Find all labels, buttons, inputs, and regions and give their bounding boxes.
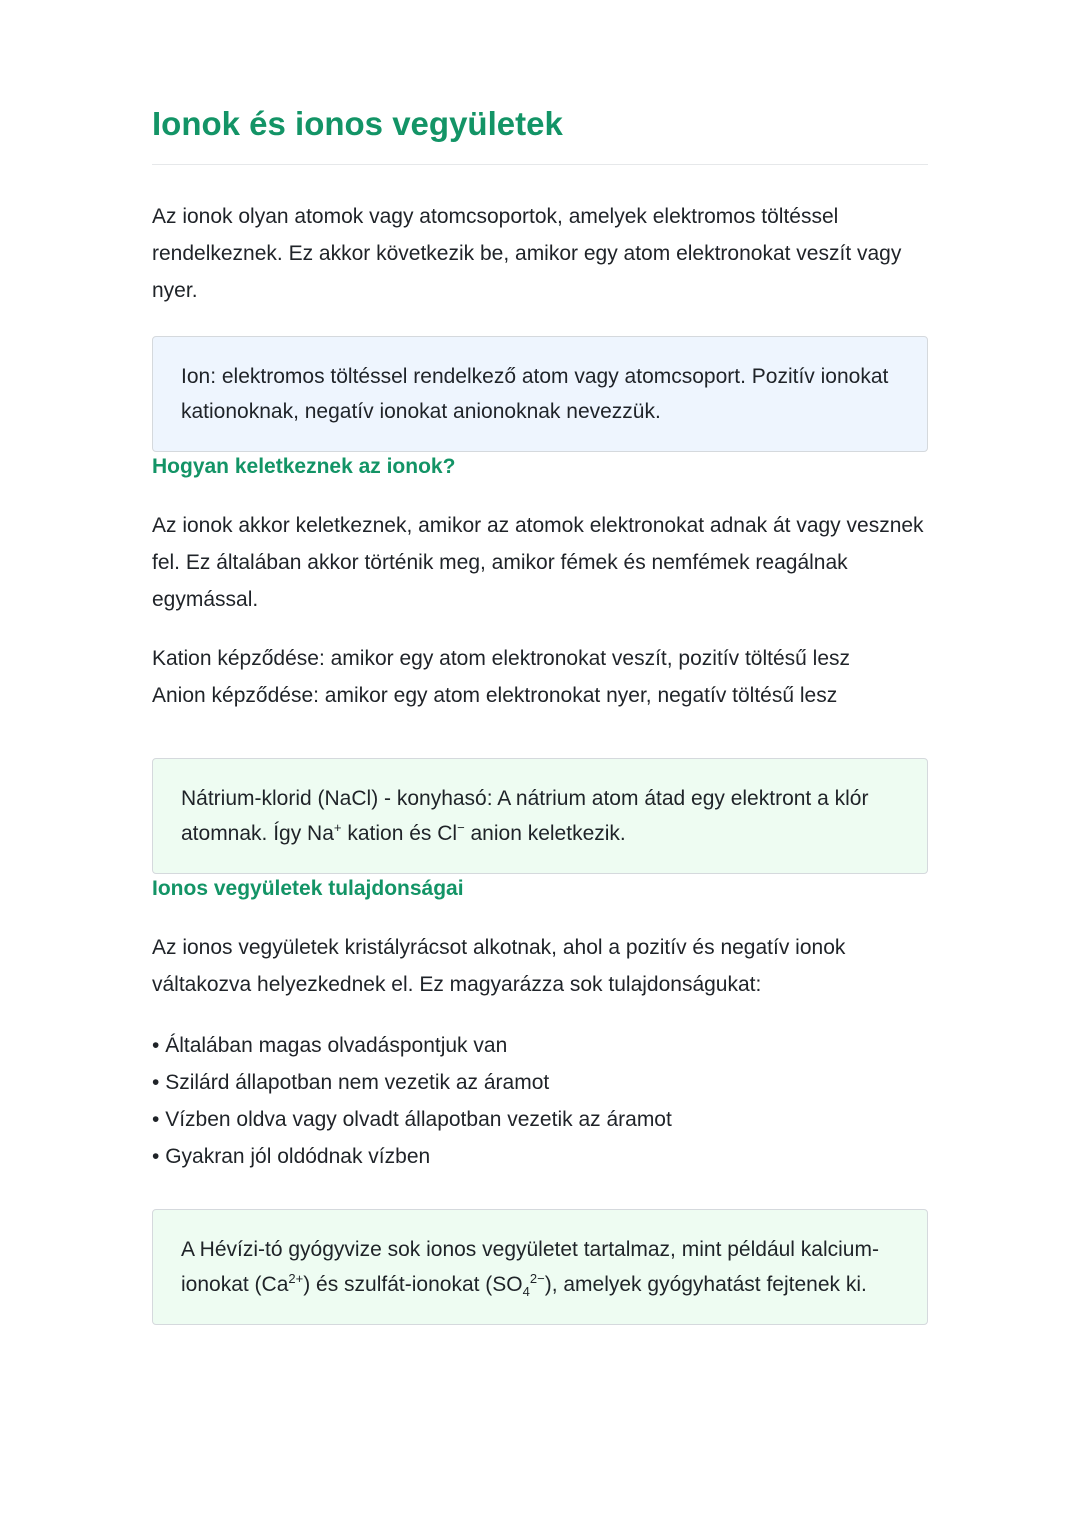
ca-charge: 2+: [288, 1271, 304, 1286]
section-heading-properties: Ionos vegyületek tulajdonságai: [152, 877, 464, 900]
ion-formation-paragraph: Az ionok akkor keletkeznek, amikor az atomok elektronokat adnak át vagy vesznek fel. Ez általában akkor történik meg, amikor fémek és nemfémek reagálnak egymással.: [152, 514, 924, 611]
heviz-text-2: ) és szulfát-ionokat (SO: [303, 1273, 523, 1296]
list-item: • Szilárd állapotban nem vezetik az áramot: [152, 1064, 928, 1101]
formation-lines: [152, 640, 928, 714]
list-item: • Gyakran jól oldódnak vízben: [152, 1138, 928, 1175]
definition-box: [152, 336, 928, 452]
so4-charge: 2−: [529, 1271, 545, 1286]
page-title: Ionok és ionos vegyületek: [152, 100, 928, 165]
definition-text: Ion: elektromos töltéssel rendelkező atom vagy atomcsoport. Pozitív ionokat kationoknak, negatív ionokat anionoknak nevezzük.: [181, 365, 889, 423]
nacl-text-1: Nátrium-klorid (NaCl) - konyhasó: A nátrium atom átad egy elektront a klór atomnak. Így Na: [181, 787, 869, 845]
section-heading-ion-formation: Hogyan keletkeznek az ionok?: [152, 455, 456, 478]
list-item: • Általában magas olvadáspontjuk van: [152, 1027, 928, 1064]
heviz-example-box: [152, 1209, 928, 1325]
cl-charge: −: [457, 820, 465, 835]
nacl-text-3: anion keletkezik.: [464, 822, 626, 845]
so4-subscript: 4: [522, 1284, 530, 1300]
nacl-text-2: kation és Cl: [341, 822, 458, 845]
properties-list: [152, 1027, 928, 1175]
na-charge: +: [333, 820, 342, 835]
intro-paragraph: Az ionok olyan atomok vagy atomcsoportok, amelyek elektromos töltéssel rendelkeznek. Ez akkor következik be, amikor egy atom elektronokat veszít vagy nyer.: [152, 205, 902, 302]
list-item: • Vízben oldva vagy olvadt állapotban vezetik az áramot: [152, 1101, 928, 1138]
kation-line: Kation képződése: amikor egy atom elektronokat veszít, pozitív töltésű lesz: [152, 647, 851, 670]
heviz-text-3: ), amelyek gyógyhatást fejtenek ki.: [544, 1273, 867, 1296]
heviz-text-1: A Hévízi-tó gyógyvize sok ionos vegyületet tartalmaz, mint például kalcium-ionokat (Ca: [181, 1238, 879, 1296]
anion-line: Anion képződése: amikor egy atom elektronokat nyer, negatív töltésű lesz: [152, 684, 838, 707]
properties-paragraph: Az ionos vegyületek kristályrácsot alkotnak, ahol a pozitív és negatív ionok váltakozva helyezkednek el. Ez magyarázza sok tulajdonságukat:: [152, 936, 846, 996]
nacl-example-box: [152, 758, 928, 874]
